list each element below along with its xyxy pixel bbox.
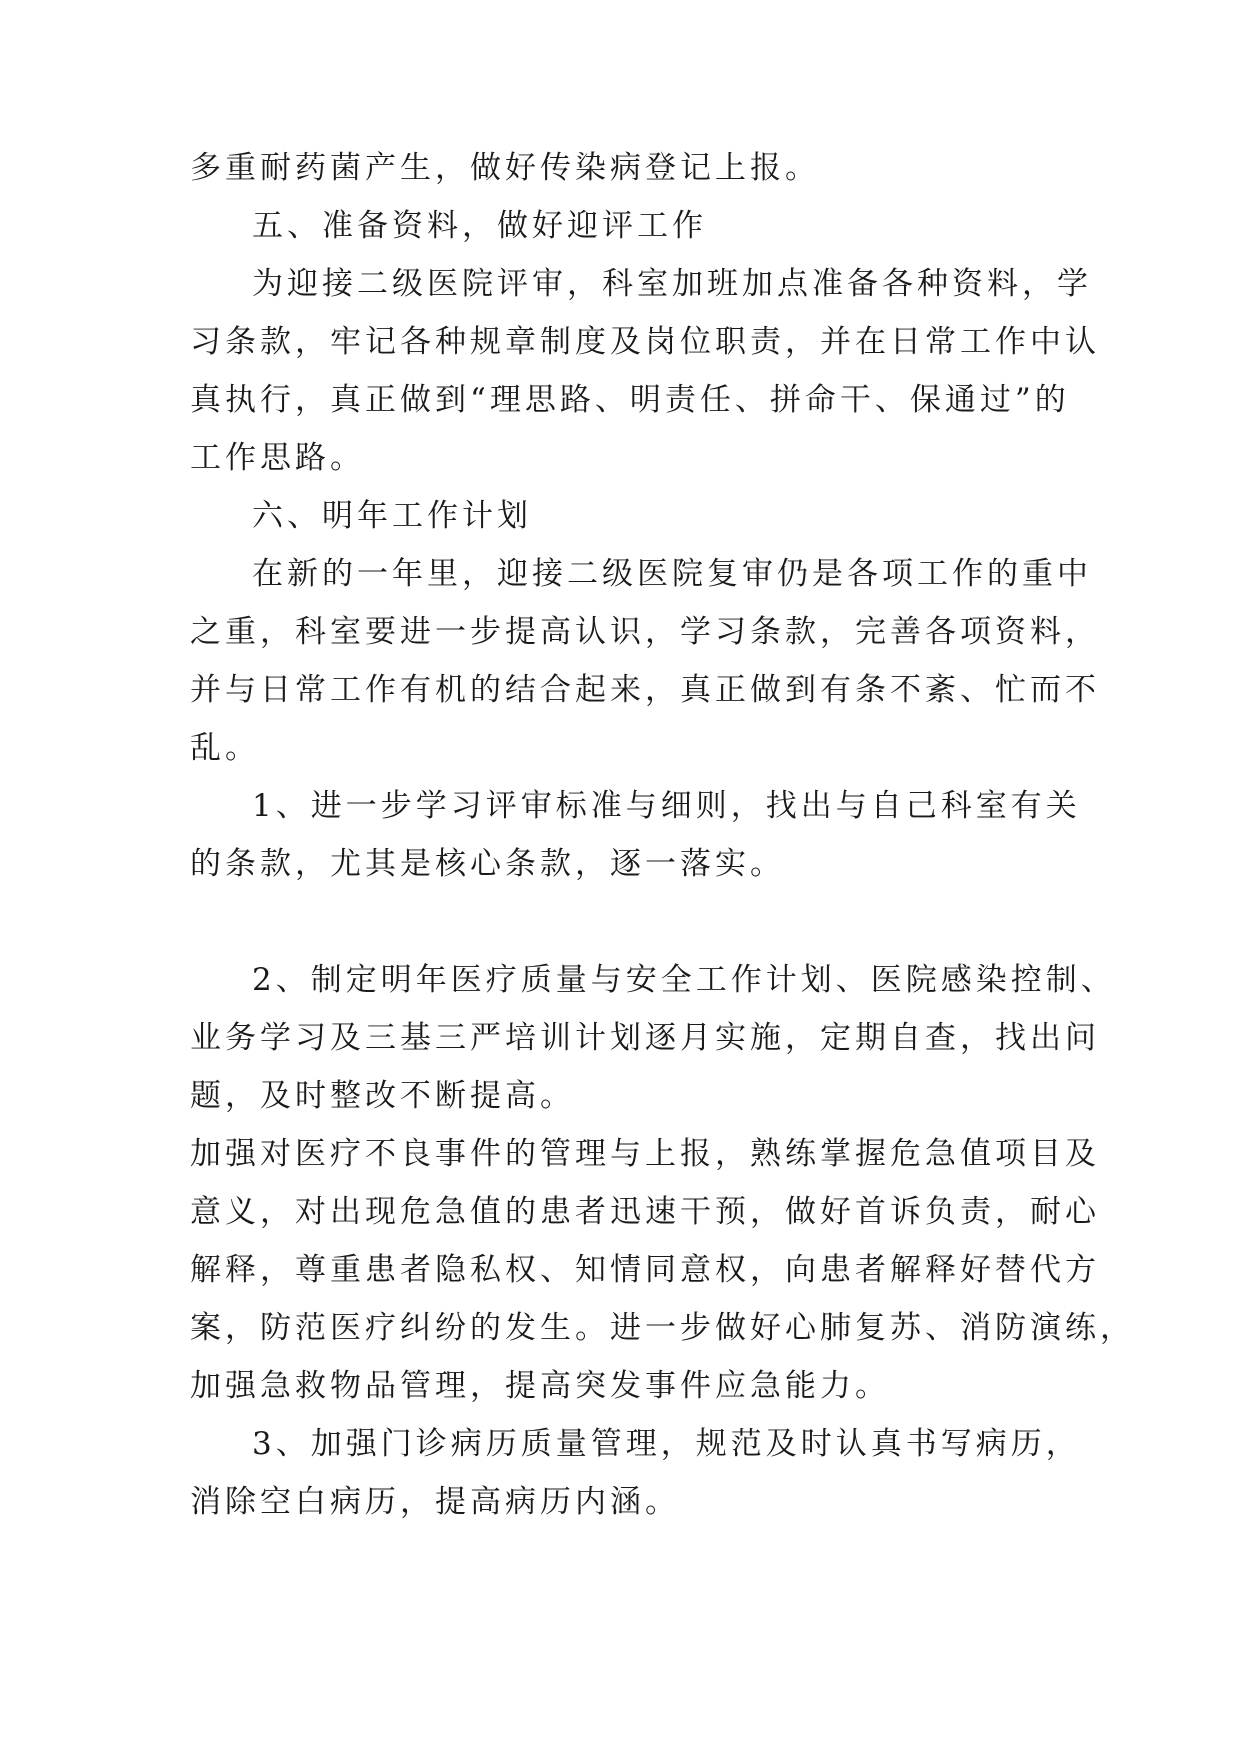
- list-item-1: 1、进一步学习评审标准与细则，找出与自己科室有关: [252, 788, 1081, 824]
- text-line: 的条款，尤其是核心条款，逐一落实。: [190, 846, 785, 882]
- section-heading-5: 五、准备资料，做好迎评工作: [252, 208, 707, 244]
- text-line: 案，防范医疗纠纷的发生。进一步做好心肺复苏、消防演练，: [190, 1310, 1135, 1346]
- text-line: 解释，尊重患者隐私权、知情同意权，向患者解释好替代方: [190, 1252, 1100, 1288]
- text-line: 为迎接二级医院评审，科室加班加点准备各种资料，学: [252, 266, 1092, 302]
- text-line: 意义，对出现危急值的患者迅速干预，做好首诉负责，耐心: [190, 1194, 1100, 1230]
- text-line: 在新的一年里，迎接二级医院复审仍是各项工作的重中: [252, 556, 1092, 592]
- text-line: 乱。: [190, 730, 260, 766]
- text-line: 习条款，牢记各种规章制度及岗位职责，并在日常工作中认: [190, 324, 1100, 360]
- text-line: 题，及时整改不断提高。: [190, 1078, 575, 1114]
- text-line: 并与日常工作有机的结合起来，真正做到有条不紊、忙而不: [190, 672, 1100, 708]
- text-line: 多重耐药菌产生，做好传染病登记上报。: [190, 150, 820, 186]
- text-line: 消除空白病历，提高病历内涵。: [190, 1484, 680, 1520]
- text-line: 之重，科室要进一步提高认识，学习条款，完善各项资料，: [190, 614, 1100, 650]
- section-heading-6: 六、明年工作计划: [252, 498, 532, 534]
- list-item-3: 3、加强门诊病历质量管理，规范及时认真书写病历，: [252, 1426, 1081, 1462]
- list-item-2: 2、制定明年医疗质量与安全工作计划、医院感染控制、: [252, 962, 1116, 998]
- text-line: 加强对医疗不良事件的管理与上报，熟练掌握危急值项目及: [190, 1136, 1100, 1172]
- text-line: 业务学习及三基三严培训计划逐月实施，定期自查，找出问: [190, 1020, 1100, 1056]
- text-line: 工作思路。: [190, 440, 365, 476]
- text-line: 加强急救物品管理，提高突发事件应急能力。: [190, 1368, 890, 1404]
- text-line: 真执行，真正做到“理思路、明责任、拼命干、保通过”的: [190, 382, 1070, 418]
